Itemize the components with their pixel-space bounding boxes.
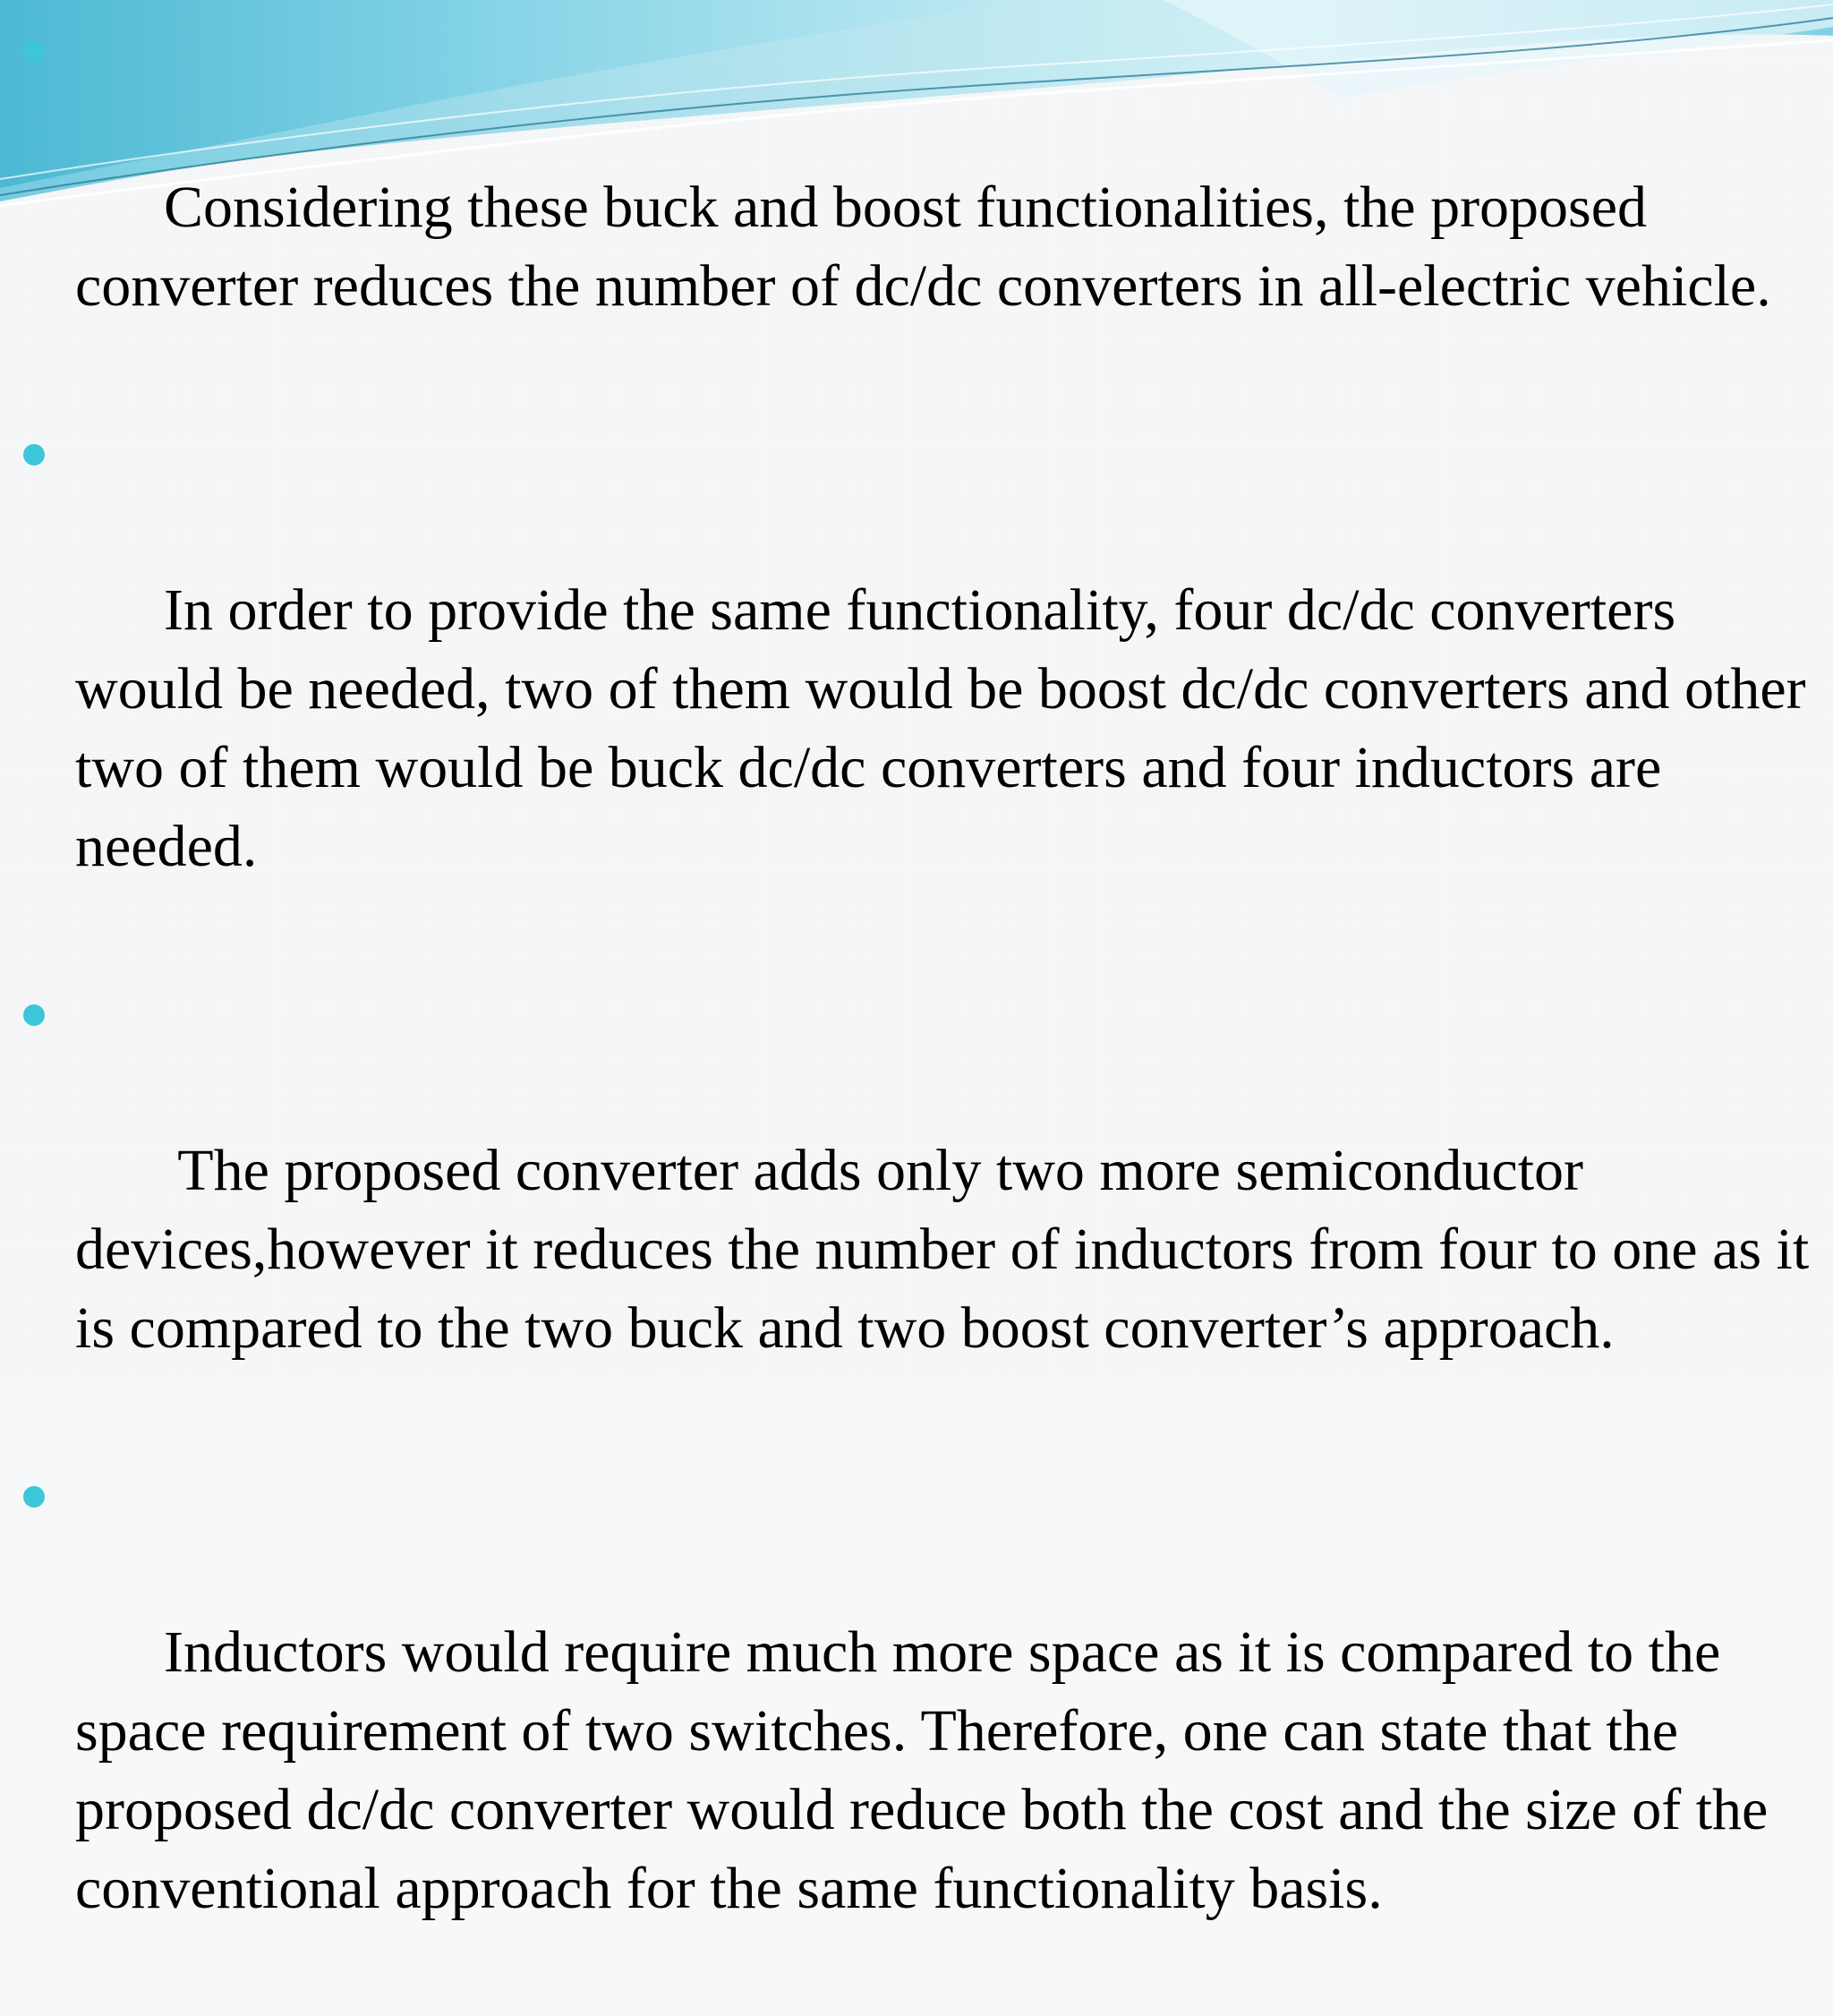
bullet-list <box>0 11 1833 2016</box>
bullet-text: The proposed converter adds only two more semiconductor devices,however it reduces the number of inductors from four to one as it is compared to the two buck and two boost converter’s approach. <box>75 1138 1824 1361</box>
bullet-dot-icon <box>23 1486 45 1508</box>
bullet-item <box>0 1456 1833 2007</box>
bullet-item <box>0 11 1833 405</box>
bullet-item <box>0 414 1833 965</box>
bullet-item <box>0 974 1833 1447</box>
bullet-text: Inductors would require much more space as it is compared to the space requirement of two switches. Therefore, one can state that the proposed dc/dc converter would reduce both the cost and the size of the conventional approach for the same functionality basis. <box>75 1619 1783 1921</box>
bullet-text: In order to provide the same functionality, four dc/dc converters would be needed, two of them would be boost dc/dc converters and other two of them would be buck dc/dc converters and four inductors are needed. <box>75 577 1821 879</box>
bullet-dot-icon <box>23 444 45 466</box>
bullet-dot-icon <box>23 41 45 63</box>
bullet-text: Considering these buck and boost functionalities, the proposed converter reduces the number of dc/dc converters in all-electric vehicle. <box>75 175 1771 319</box>
bullet-dot-icon <box>23 1004 45 1026</box>
